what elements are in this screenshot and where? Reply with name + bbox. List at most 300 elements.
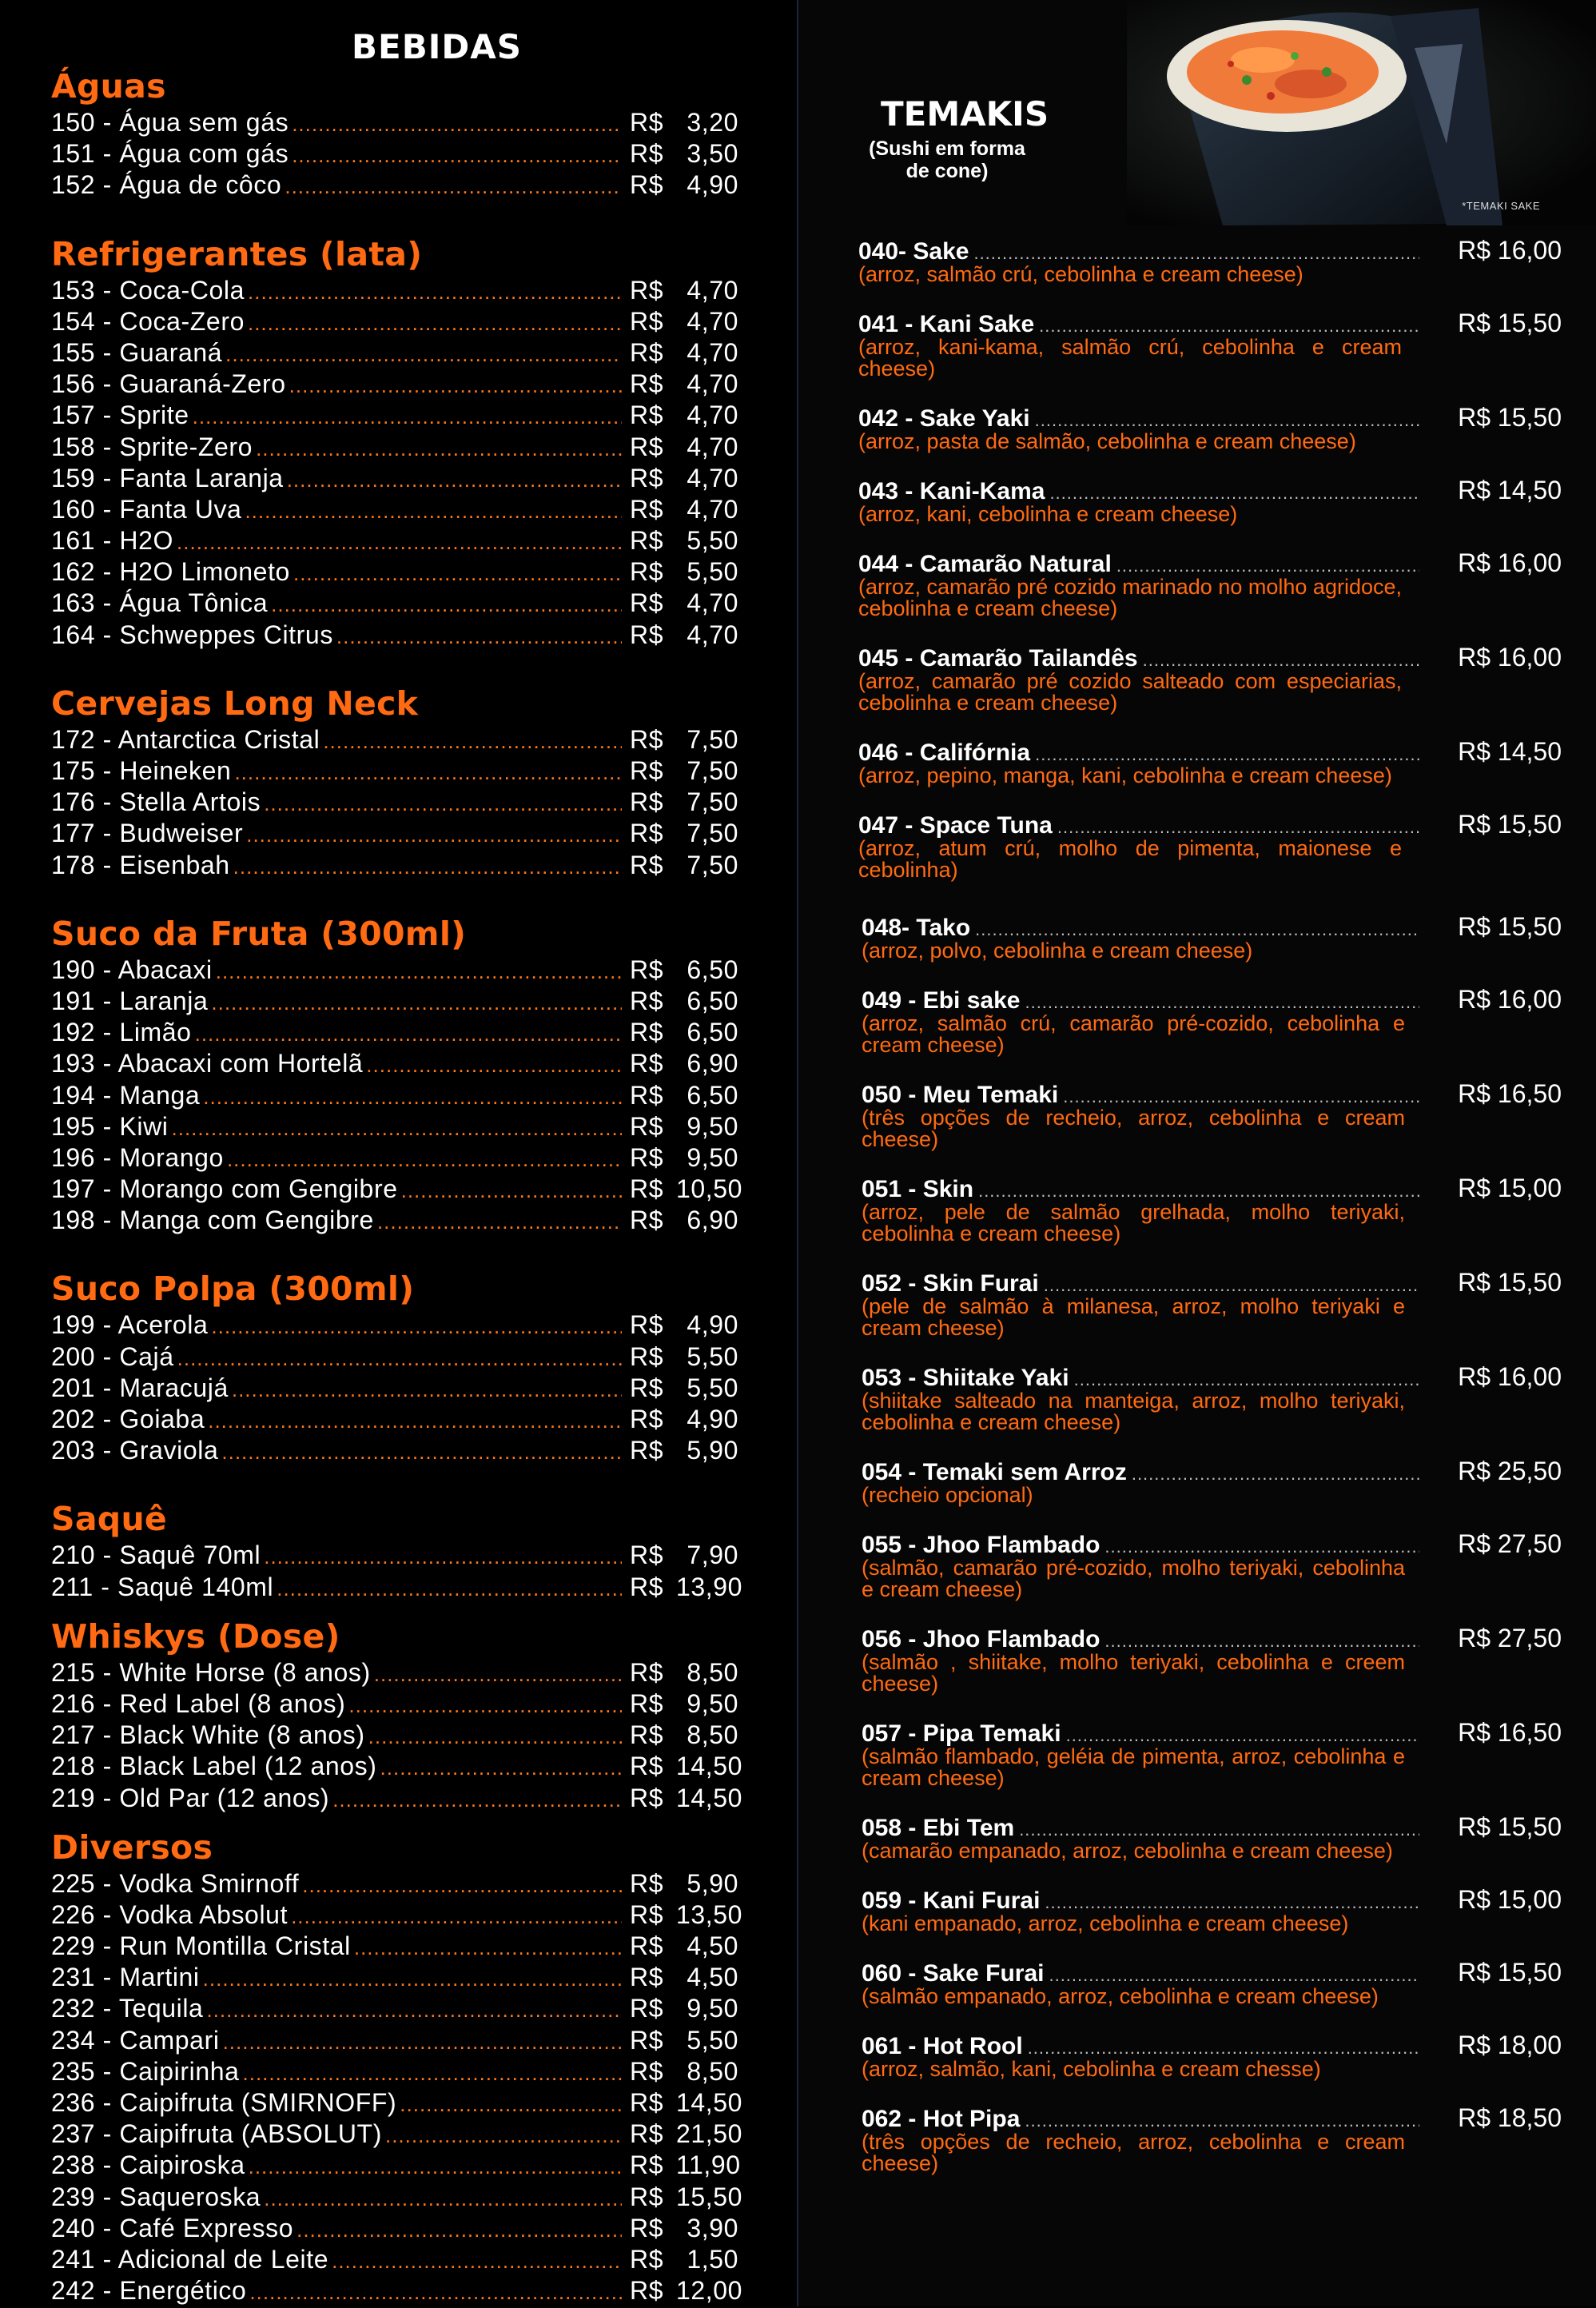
temaki-name: 051 - Skin	[862, 1176, 974, 1202]
item-name: 229 - Run Montilla Cristal	[51, 1931, 351, 1961]
dot-leader	[289, 370, 622, 401]
item-currency: R$	[630, 369, 664, 399]
dot-leader	[292, 140, 622, 171]
item-price: 5,90	[687, 1436, 738, 1465]
temaki-header	[862, 1363, 1562, 1390]
menu-item	[51, 1341, 738, 1373]
temaki-description: (arroz, polvo, cebolinha e cream cheese)	[862, 939, 1253, 963]
menu-item	[51, 1783, 743, 1814]
menu-item	[51, 138, 738, 169]
item-price: 7,50	[687, 756, 738, 785]
dot-leader	[285, 171, 622, 202]
item-price: 4,70	[687, 401, 738, 430]
temaki-item	[858, 237, 1562, 285]
menu-item	[51, 1435, 738, 1466]
temaki-price: R$ 27,50	[1458, 1624, 1562, 1652]
menu-item	[51, 107, 738, 138]
item-price: 6,50	[687, 986, 738, 1015]
dot-leader	[271, 589, 622, 620]
item-name: 225 - Vodka Smirnoff	[51, 1868, 300, 1898]
dot-leader	[232, 1374, 622, 1405]
item-currency: R$	[630, 787, 664, 817]
item-name: 154 - Coca-Zero	[51, 306, 245, 336]
item-currency: R$	[630, 306, 664, 336]
temaki-price: R$ 14,50	[1458, 476, 1562, 504]
temaki-price: R$ 15,00	[1458, 1885, 1562, 1914]
dot-leader	[400, 2089, 622, 2120]
temaki-header	[862, 1457, 1562, 1485]
temaki-name: 055 - Jhoo Flambado	[862, 1532, 1100, 1558]
temaki-item	[858, 738, 1562, 787]
menu-item	[51, 986, 738, 1017]
dot-leader	[221, 1437, 622, 1468]
temaki-description: (três opções de recheio, arroz, cebolinha e cream cheese)	[862, 1106, 1405, 1151]
temaki-header	[862, 2104, 1562, 2131]
temaki-header	[862, 1080, 1562, 1107]
item-name: 200 - Cajá	[51, 1341, 174, 1371]
temaki-header	[862, 1886, 1562, 1913]
item-price: 3,20	[687, 108, 738, 137]
item-price: 6,50	[687, 1018, 738, 1047]
item-currency: R$	[630, 1080, 664, 1110]
section-title: Cervejas Long Neck	[51, 684, 419, 723]
temaki-item	[858, 811, 1562, 881]
item-name: 231 - Martini	[51, 1963, 200, 1992]
temaki-description: (kani empanado, arroz, cebolinha e cream cheese)	[862, 1911, 1349, 1935]
section-spacer	[51, 1466, 738, 1498]
menu-item	[51, 1111, 738, 1142]
temaki-header	[862, 1269, 1562, 1296]
menu-item	[51, 2025, 738, 2056]
item-currency: R$	[630, 955, 664, 984]
item-currency: R$	[630, 1994, 664, 2023]
item-currency: R$	[630, 1899, 664, 1929]
item-price: 6,50	[687, 1080, 738, 1110]
dot-leader	[374, 1659, 622, 1690]
temaki-description: (salmão, camarão pré-cozido, molho teriyaki, cebolinha e cream cheese)	[862, 1556, 1405, 1601]
temaki-name: 044 - Camarão Natural	[858, 551, 1112, 577]
item-currency: R$	[630, 2276, 664, 2306]
dot-leader	[206, 1995, 622, 2026]
item-currency: R$	[630, 1720, 664, 1750]
temaki-price: R$ 15,50	[1458, 810, 1562, 839]
section-title: Suco da Fruta (300ml)	[51, 914, 467, 953]
item-name: 152 - Água de côco	[51, 170, 282, 200]
temaki-price: R$ 15,50	[1458, 1812, 1562, 1841]
menu-item	[51, 1373, 738, 1404]
menu-item	[51, 818, 738, 849]
item-name: 198 - Manga com Gengibre	[51, 1206, 374, 1235]
item-price: 5,90	[687, 1868, 738, 1898]
item-price: 4,90	[687, 170, 738, 200]
item-name: 210 - Saquê 70ml	[51, 1541, 261, 1570]
item-currency: R$	[630, 2213, 664, 2242]
temaki-price: R$ 15,00	[1458, 1174, 1562, 1202]
temaki-item	[858, 1624, 1562, 1695]
temaki-item	[858, 2104, 1562, 2174]
menu-item	[51, 1688, 738, 1720]
temaki-item	[858, 2031, 1562, 2080]
item-currency: R$	[630, 1310, 664, 1340]
item-price: 4,70	[687, 463, 738, 492]
item-price: 9,50	[687, 1142, 738, 1172]
dot-leader	[264, 788, 622, 819]
menu-item	[51, 2087, 743, 2119]
temaki-description: (recheio opcional)	[862, 1483, 1033, 1507]
dot-leader	[368, 1721, 622, 1752]
menu-item	[51, 1048, 738, 1079]
temaki-header	[862, 986, 1562, 1013]
menu-item	[51, 2119, 743, 2150]
item-currency: R$	[630, 2244, 664, 2274]
item-price: 4,90	[687, 1310, 738, 1340]
item-currency: R$	[630, 1657, 664, 1687]
item-name: 219 - Old Par (12 anos)	[51, 1783, 330, 1812]
item-name: 239 - Saqueroska	[51, 2182, 261, 2211]
temaki-name: 053 - Shiitake Yaki	[862, 1365, 1069, 1391]
temaki-price: R$ 16,00	[1458, 236, 1562, 265]
temaki-header	[862, 1174, 1562, 1202]
section-spacer	[51, 1236, 738, 1268]
temaki-description: (arroz, salmão crú, camarão pré-cozido, cebolinha e cream cheese)	[862, 1011, 1405, 1057]
dot-leader	[336, 621, 622, 652]
dot-leader	[293, 558, 622, 589]
menu-item	[51, 724, 738, 755]
menu-section	[51, 1616, 743, 1814]
dot-leader	[256, 433, 622, 464]
dot-leader	[177, 1343, 622, 1374]
item-price: 11,90	[676, 2151, 741, 2180]
menu-item	[51, 337, 738, 369]
item-price: 7,90	[687, 1541, 738, 1570]
item-name: 218 - Black Label (12 anos)	[51, 1752, 377, 1781]
item-currency: R$	[630, 526, 664, 556]
menu-item	[51, 525, 738, 556]
item-price: 8,50	[687, 1720, 738, 1750]
menu-item	[51, 494, 738, 525]
menu-section	[51, 1498, 743, 1602]
item-currency: R$	[630, 850, 664, 879]
item-price: 5,50	[687, 1373, 738, 1402]
dot-leader	[245, 496, 622, 527]
item-name: 162 - H2O Limoneto	[51, 557, 290, 587]
temaki-price: R$ 16,00	[1458, 985, 1562, 1014]
menu-item	[51, 400, 738, 431]
item-name: 161 - H2O	[51, 526, 174, 556]
menu-item	[51, 2275, 743, 2306]
temaki-price: R$ 16,50	[1458, 1079, 1562, 1108]
dot-leader	[354, 1932, 622, 1963]
item-name: 234 - Campari	[51, 2025, 220, 2055]
dot-leader	[291, 1901, 622, 1932]
temaki-name: 062 - Hot Pipa	[862, 2106, 1021, 2132]
menu-item	[51, 1720, 738, 1751]
temaki-name: 058 - Ebi Tem	[862, 1815, 1015, 1841]
dot-leader	[248, 308, 622, 339]
item-name: 238 - Caipiroska	[51, 2151, 245, 2180]
item-currency: R$	[630, 1111, 664, 1141]
item-currency: R$	[630, 432, 664, 461]
dot-leader	[385, 2120, 622, 2151]
item-currency: R$	[630, 1206, 664, 1235]
item-price: 8,50	[687, 1657, 738, 1687]
dot-leader	[208, 1405, 622, 1437]
item-name: 156 - Guaraná-Zero	[51, 369, 286, 399]
item-name: 236 - Caipifruta (SMIRNOFF)	[51, 2088, 397, 2117]
item-price: 21,50	[676, 2119, 743, 2149]
temaki-name: 054 - Temaki sem Arroz	[862, 1459, 1127, 1485]
item-name: 226 - Vodka Absolut	[51, 1899, 289, 1929]
dot-leader	[211, 987, 622, 1018]
temaki-header	[858, 811, 1562, 838]
item-currency: R$	[630, 494, 664, 524]
menu-item	[51, 1540, 738, 1571]
item-name: 203 - Graviola	[51, 1436, 219, 1465]
item-currency: R$	[630, 986, 664, 1015]
item-price: 4,70	[687, 432, 738, 461]
item-price: 4,70	[687, 306, 738, 336]
item-name: 202 - Goiaba	[51, 1405, 205, 1433]
temaki-price: R$ 16,00	[1458, 1362, 1562, 1391]
item-currency: R$	[630, 1405, 664, 1433]
menu-section	[51, 1827, 743, 2307]
temaki-header	[862, 2031, 1562, 2059]
item-name: 240 - Café Expresso	[51, 2213, 294, 2242]
menu-item	[51, 787, 738, 818]
temaki-name: 061 - Hot Rool	[862, 2033, 1023, 2059]
dot-leader	[246, 819, 622, 851]
item-currency: R$	[630, 1688, 664, 1718]
item-price: 4,70	[687, 588, 738, 618]
menu-item	[51, 850, 738, 881]
menu-item	[51, 2150, 741, 2181]
temaki-header	[858, 476, 1562, 504]
item-price: 9,50	[687, 1111, 738, 1141]
temaki-price: R$ 16,00	[1458, 643, 1562, 672]
temaki-price: R$ 18,50	[1458, 2103, 1562, 2132]
dot-leader	[249, 2277, 622, 2308]
item-price: 13,50	[676, 1899, 743, 1929]
item-name: 196 - Morango	[51, 1142, 224, 1172]
item-currency: R$	[630, 1868, 664, 1898]
item-name: 160 - Fanta Uva	[51, 494, 242, 524]
item-name: 190 - Abacaxi	[51, 955, 213, 984]
item-currency: R$	[630, 1541, 664, 1570]
temaki-price: R$ 25,50	[1458, 1457, 1562, 1485]
item-currency: R$	[630, 620, 664, 649]
temaki-item	[858, 1719, 1562, 1789]
menu-item	[51, 275, 738, 306]
temaki-item	[858, 1457, 1562, 1506]
item-name: 178 - Eisenbah	[51, 850, 230, 879]
dot-leader	[193, 401, 622, 433]
item-price: 7,50	[687, 819, 738, 848]
item-currency: R$	[630, 1373, 664, 1402]
temaki-item	[858, 986, 1562, 1056]
item-currency: R$	[630, 819, 664, 848]
temaki-header	[858, 644, 1562, 671]
item-currency: R$	[630, 463, 664, 492]
item-currency: R$	[630, 1049, 664, 1078]
item-price: 13,90	[676, 1572, 743, 1601]
menu-item	[51, 169, 738, 201]
temaki-price: R$ 15,50	[1458, 309, 1562, 337]
dot-leader	[264, 2183, 622, 2214]
temaki-item	[858, 404, 1562, 452]
item-currency: R$	[630, 1752, 664, 1781]
item-name: 164 - Schweppes Citrus	[51, 620, 333, 649]
dot-leader	[264, 1541, 622, 1573]
item-name: 217 - Black White (8 anos)	[51, 1720, 365, 1750]
section-spacer	[51, 1603, 738, 1616]
item-name: 193 - Abacaxi com Hortelã	[51, 1049, 364, 1078]
menu-item	[51, 1174, 743, 1205]
menu-item	[51, 1931, 738, 1962]
temaki-name: 050 - Meu Temaki	[862, 1082, 1059, 1108]
item-currency: R$	[630, 2182, 664, 2211]
temaki-name: 043 - Kani-Kama	[858, 478, 1045, 504]
menu-item	[51, 1017, 738, 1048]
temaki-name: 040- Sake	[858, 238, 969, 265]
menu-item	[51, 2056, 738, 2087]
dot-leader	[297, 2214, 622, 2246]
temaki-name: 059 - Kani Furai	[862, 1887, 1041, 1914]
temaki-header	[858, 309, 1562, 337]
item-name: 191 - Laranja	[51, 986, 209, 1015]
temaki-item	[858, 1080, 1562, 1150]
menu-item	[51, 620, 738, 651]
temaki-header	[862, 913, 1562, 940]
dot-leader	[249, 2151, 622, 2182]
temaki-name: 052 - Skin Furai	[862, 1270, 1039, 1297]
temaki-name: 047 - Space Tuna	[858, 812, 1053, 839]
dot-leader	[234, 757, 622, 788]
dot-leader	[172, 1113, 623, 1144]
temaki-name: 048- Tako	[862, 915, 971, 941]
temakis-list	[858, 237, 1562, 2174]
section-spacer	[51, 651, 738, 683]
menu-item	[51, 1868, 738, 1899]
item-price: 9,50	[687, 1994, 738, 2023]
temaki-price: R$ 15,50	[1458, 912, 1562, 941]
menu-item	[51, 588, 738, 619]
item-currency: R$	[630, 401, 664, 430]
temaki-name: 045 - Camarão Tailandês	[858, 645, 1138, 672]
item-currency: R$	[630, 1963, 664, 1992]
item-currency: R$	[630, 557, 664, 587]
item-price: 12,00	[676, 2276, 743, 2306]
item-price: 4,50	[687, 1963, 738, 1992]
photo-caption: *TEMAKI SAKE	[1462, 200, 1540, 212]
item-currency: R$	[630, 1436, 664, 1465]
bebidas-heading: BEBIDAS	[352, 27, 522, 66]
dot-leader	[227, 1144, 622, 1175]
temaki-description: (arroz, pasta de salmão, cebolinha e cream cheese)	[858, 429, 1356, 453]
item-price: 15,50	[676, 2182, 743, 2211]
temaki-name: 057 - Pipa Temaki	[862, 1720, 1061, 1747]
temaki-price: R$ 15,50	[1458, 1268, 1562, 1297]
dot-leader	[1132, 1461, 1419, 1488]
item-name: 176 - Stella Artois	[51, 787, 261, 817]
item-name: 155 - Guaraná	[51, 337, 223, 367]
item-name: 241 - Adicional de Leite	[51, 2244, 329, 2274]
item-price: 4,70	[687, 620, 738, 649]
dot-leader	[248, 277, 622, 308]
menu-item	[51, 1993, 738, 2024]
item-price: 10,50	[676, 1174, 743, 1204]
temaki-description: (camarão empanado, arroz, cebolinha e cream cheese)	[862, 1839, 1393, 1863]
dot-leader	[243, 2058, 622, 2089]
menu-item	[51, 1572, 743, 1603]
menu-item	[51, 1142, 738, 1174]
dot-leader	[277, 1573, 622, 1604]
item-name: 175 - Heineken	[51, 756, 232, 785]
menu-section	[51, 1268, 738, 1466]
item-name: 194 - Manga	[51, 1080, 201, 1110]
temaki-header	[858, 738, 1562, 765]
section-spacer	[51, 201, 738, 233]
section-title: Suco Polpa (300ml)	[51, 1270, 415, 1309]
temaki-item	[858, 309, 1562, 380]
item-currency: R$	[630, 1018, 664, 1047]
item-name: 157 - Sprite	[51, 401, 189, 430]
dot-leader	[377, 1206, 622, 1238]
section-title: Whiskys (Dose)	[51, 1616, 340, 1656]
menu-item	[51, 1899, 743, 1931]
temaki-item	[858, 1269, 1562, 1339]
dot-leader	[332, 1784, 622, 1816]
temaki-name: 049 - Ebi sake	[862, 987, 1021, 1014]
section-title: Diversos	[51, 1828, 213, 1867]
temaki-illustration	[1127, 0, 1596, 225]
dot-leader	[203, 1082, 622, 1113]
temaki-description: (salmão flambado, geléia de pimenta, arroz, cebolinha e cream cheese)	[862, 1744, 1405, 1790]
temaki-description: (arroz, kani, cebolinha e cream cheese)	[858, 502, 1238, 526]
menu-item	[51, 755, 738, 787]
item-price: 14,50	[676, 1752, 743, 1781]
item-price: 3,90	[687, 2213, 738, 2242]
item-price: 6,50	[687, 955, 738, 984]
dot-leader	[211, 1311, 622, 1342]
temaki-price: R$ 18,00	[1458, 2031, 1562, 2059]
menu-section	[51, 913, 743, 1237]
temaki-price: R$ 15,50	[1458, 1958, 1562, 1987]
temaki-item	[858, 549, 1562, 620]
item-name: 195 - Kiwi	[51, 1111, 169, 1141]
dot-leader	[292, 109, 622, 140]
temaki-header	[858, 237, 1562, 264]
item-name: 153 - Coca-Cola	[51, 275, 245, 305]
item-currency: R$	[630, 1783, 664, 1812]
item-name: 150 - Água sem gás	[51, 108, 289, 137]
item-name: 151 - Água com gás	[51, 139, 289, 169]
temaki-price: R$ 16,00	[1458, 548, 1562, 577]
temaki-header	[858, 549, 1562, 576]
temaki-price: R$ 15,50	[1458, 403, 1562, 432]
temaki-header	[862, 1959, 1562, 1986]
item-currency: R$	[630, 275, 664, 305]
item-name: 158 - Sprite-Zero	[51, 432, 253, 461]
item-price: 14,50	[676, 1783, 743, 1812]
temaki-description: (shiitake salteado na manteiga, arroz, molho teriyaki, cebolinha e cream cheese)	[862, 1389, 1405, 1434]
menu-item	[51, 2182, 743, 2213]
item-price: 4,90	[687, 1405, 738, 1433]
temaki-header	[862, 1813, 1562, 1840]
item-price: 14,50	[676, 2088, 743, 2117]
temaki-description: (arroz, kani-kama, salmão crú, cebolinha e cream cheese)	[858, 335, 1402, 381]
temakis-subtitle: (Sushi em forma de cone)	[869, 138, 1025, 182]
temaki-price: R$ 16,50	[1458, 1718, 1562, 1747]
